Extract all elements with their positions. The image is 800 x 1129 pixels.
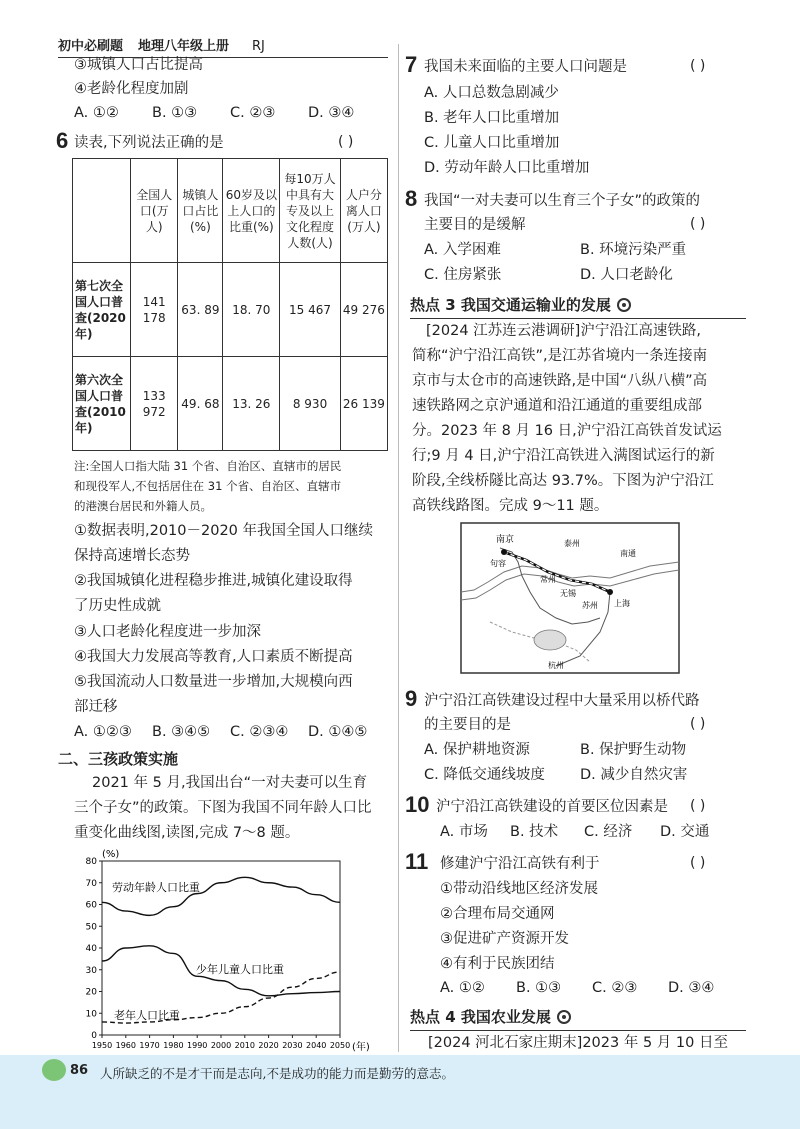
map-label: 南通 (620, 549, 636, 558)
q7-answer-bracket[interactable]: ( ) (690, 58, 706, 74)
x-tick-label: 1960 (115, 1041, 136, 1050)
header-subject: 地理八年级上册 (138, 39, 230, 54)
railway-map (460, 522, 680, 674)
hot3-text: 分。2023 年 8 月 16 日,沪宁沿江高铁首发试运 (412, 423, 722, 439)
q6-stmt: ②我国城镇化进程稳步推进,城镇化建设取得 (74, 573, 353, 589)
hot3-text: 京市与太仓市的高速铁路,是中国“八纵八横”高 (412, 373, 708, 389)
q11-option-c[interactable]: C. ②③ (592, 980, 638, 996)
q6-choice-b[interactable]: B. ③④⑤ (152, 724, 211, 740)
map-label: 泰州 (564, 539, 580, 548)
q11-option-a[interactable]: A. ①② (440, 980, 485, 996)
q10-option-d[interactable]: D. 交通 (660, 824, 710, 840)
y-tick-label: 0 (91, 1031, 97, 1041)
q6-stmt: ④我国大力发展高等教育,人口素质不断提高 (74, 649, 353, 665)
chart-lines (102, 877, 340, 1023)
q11-option-b[interactable]: B. ①③ (516, 980, 562, 996)
x-tick-label: 2040 (306, 1041, 327, 1050)
y-tick-label: 60 (85, 900, 97, 911)
table-note-2: 和现役军人,不包括居住在 31 个省、自治区、直辖市 (74, 479, 342, 493)
q9-stem-1: 沪宁沿江高铁建设过程中大量采用以桥代路 (424, 693, 700, 709)
x-tick-label: 1980 (163, 1041, 184, 1050)
q10-option-a[interactable]: A. 市场 (440, 824, 488, 840)
header-book: 初中必刷题 (58, 39, 124, 54)
table-cell: 63. 89 (178, 263, 223, 357)
q7-option-b[interactable]: B. 老年人口比重增加 (424, 110, 560, 126)
q5-choice-d[interactable]: D. ③④ (308, 105, 355, 121)
y-tick-label: 30 (85, 965, 97, 976)
map-label: 上海 (614, 599, 630, 608)
x-tick-label: 1950 (91, 1041, 113, 1050)
q10-stem: 沪宁沿江高铁建设的首要区位因素是 (436, 799, 668, 815)
q6-answer-bracket[interactable]: ( ) (338, 134, 354, 150)
population-ratio-chart (60, 845, 390, 1055)
table-cell: 26 139 (340, 357, 387, 451)
q11-stmt: ②合理布局交通网 (440, 906, 555, 922)
y-tick-label: 10 (85, 1009, 97, 1020)
q6-choice-d[interactable]: D. ①④⑤ (308, 724, 368, 740)
x-axis-label: (年) (352, 1042, 370, 1053)
section-intro: 重变化曲线图,读图,完成 7～8 题。 (74, 825, 300, 841)
hot3-text: [2024 江苏连云港调研]沪宁沿江高速铁路, (426, 323, 701, 339)
logo-icon (42, 1059, 66, 1081)
table-cell: 15 467 (280, 263, 341, 357)
q10-option-b[interactable]: B. 技术 (510, 824, 559, 840)
series-label-working-age: 劳动年龄人口比重 (112, 881, 200, 894)
table-cell: 49 276 (340, 263, 387, 357)
section-intro: 2021 年 5 月,我国出台“一对夫妻可以生育 (92, 775, 368, 791)
q6-stmt: ①数据表明,2010－2020 年我国全国人口继续 (74, 523, 374, 539)
q6-stem: 读表,下列说法正确的是 (74, 135, 224, 151)
table-cell: 13. 26 (223, 357, 280, 451)
q5-option-3: ③城镇人口占比提高 (74, 57, 203, 73)
q6-choice-c[interactable]: C. ②③④ (230, 724, 289, 740)
map-label: 杭州 (548, 661, 564, 670)
q8-number: 8 (405, 186, 418, 211)
q9-number: 9 (405, 686, 418, 711)
table-row (73, 263, 388, 357)
q6-stmt: ⑤我国流动人口数量进一步增加,大规模向西 (74, 674, 353, 690)
row-label: 第七次全国人口普查(2020年) (73, 263, 131, 357)
x-tick-label: 2050 (329, 1041, 351, 1050)
x-tick-label: 1970 (139, 1041, 160, 1050)
hotspot-4-title (410, 1006, 571, 1027)
hot3-text: 行;9 月 4 日,沪宁沿江高铁进入满图试运行的新 (412, 448, 715, 464)
q5-option-4: ④老龄化程度加剧 (74, 81, 189, 97)
table-cell: 49. 68 (178, 357, 223, 451)
target-icon (557, 1010, 571, 1024)
table-header: 全国人口(万人) (131, 159, 178, 263)
map-label: 无锡 (560, 589, 576, 598)
q10-number: 10 (405, 792, 430, 817)
q5-choice-c[interactable]: C. ②③ (230, 105, 276, 121)
q9-option-d[interactable]: D. 减少自然灾害 (580, 767, 688, 783)
table-note-3: 的港澳台居民和外籍人员。 (74, 499, 212, 513)
table-cell: 18. 70 (223, 263, 280, 357)
header-edition: RJ (252, 39, 265, 54)
table-header: 人户分离人口(万人) (340, 159, 387, 263)
q11-stmt: ④有利于民族团结 (440, 956, 555, 972)
column-divider (398, 44, 399, 1052)
table-cell: 133 972 (131, 357, 178, 451)
q7-number: 7 (405, 52, 418, 77)
footer-band (0, 1055, 800, 1129)
q6-stmt: ③人口老龄化程度进一步加深 (74, 624, 261, 640)
q5-choice-b[interactable]: B. ①③ (152, 105, 198, 121)
q8-option-d[interactable]: D. 人口老龄化 (580, 267, 673, 283)
x-tick-label: 2000 (210, 1041, 232, 1050)
y-tick-label: 20 (85, 987, 97, 998)
x-tick-label: 2010 (234, 1041, 255, 1050)
x-tick-label: 2020 (258, 1041, 279, 1050)
y-tick-label: 50 (85, 922, 97, 933)
q10-option-c[interactable]: C. 经济 (584, 824, 633, 840)
map-label: 常州 (540, 575, 556, 584)
hot3-text: 速铁路网之京沪通道和沿江通道的重要组成部 (412, 398, 702, 414)
q6-stmt: 部迁移 (74, 699, 118, 715)
q6-choice-a[interactable]: A. ①②③ (74, 724, 132, 740)
x-tick-label: 2030 (282, 1041, 303, 1050)
section-intro: 三个子女”的政策。下图为我国不同年龄人口比 (74, 800, 372, 816)
q9-option-b[interactable]: B. 保护野生动物 (580, 742, 687, 758)
table-note-1: 注:全国人口指大陆 31 个省、自治区、直辖市的居民 (74, 459, 342, 473)
q8-option-a[interactable]: A. 入学困难 (424, 242, 501, 258)
hot3-text: 阶段,全线桥隧比高达 93.7%。下图为沪宁沿江 (412, 473, 714, 489)
q8-option-c[interactable]: C. 住房紧张 (424, 267, 502, 283)
q8-stem-2: 主要目的是缓解 (424, 217, 526, 233)
q7-option-c[interactable]: C. 儿童人口比重增加 (424, 135, 560, 151)
hot3-text: 简称“沪宁沿江高铁”,是江苏省境内一条连接南 (412, 348, 708, 364)
q11-stmt: ③促进矿产资源开发 (440, 931, 569, 947)
y-axis-label: (%) (102, 849, 120, 860)
page-number: 86 (70, 1063, 89, 1078)
y-tick-label: 70 (85, 878, 97, 889)
hot4-text: [2024 河北石家庄期末]2023 年 5 月 10 日至 (428, 1035, 728, 1051)
q8-answer-bracket[interactable]: ( ) (690, 216, 706, 232)
q9-option-a[interactable]: A. 保护耕地资源 (424, 742, 530, 758)
series-label-elderly: 老年人口比重 (114, 1009, 180, 1022)
q11-option-d[interactable]: D. ③④ (668, 980, 715, 996)
map-label: 苏州 (582, 601, 598, 610)
target-icon (617, 298, 631, 312)
q11-answer-bracket[interactable]: ( ) (690, 855, 706, 871)
q8-stem-1: 我国“一对夫妻可以生育三个子女”的政策的 (424, 193, 701, 209)
q6-number: 6 (56, 128, 69, 153)
q9-answer-bracket[interactable]: ( ) (690, 716, 706, 732)
table-corner (73, 159, 131, 263)
q11-stmt: ①带动沿线地区经济发展 (440, 881, 598, 897)
q7-option-a[interactable]: A. 人口总数急剧减少 (424, 85, 559, 101)
q9-option-c[interactable]: C. 降低交通线坡度 (424, 767, 545, 783)
hotspot-4-rule (410, 1030, 746, 1031)
hotspot-3-rule (410, 318, 746, 319)
footer-motto: 人所缺乏的不是才干而是志向,不是成功的能力而是勤劳的意志。 (100, 1066, 454, 1081)
map-label: 句容 (490, 559, 506, 568)
q11-stem: 修建沪宁沿江高铁有利于 (440, 856, 600, 872)
q10-answer-bracket[interactable]: ( ) (690, 798, 706, 814)
census-table (72, 158, 388, 451)
table-header: 城镇人口占比(%) (178, 159, 223, 263)
x-tick-label: 1990 (187, 1041, 208, 1050)
y-tick-label: 80 (85, 857, 97, 867)
q6-stmt: 了历史性成就 (74, 598, 161, 614)
hotspot-3-label: 热点 3 我国交通运输业的发展 (410, 296, 611, 314)
y-tick-label: 40 (85, 944, 97, 954)
q8-option-b[interactable]: B. 环境污染严重 (580, 242, 687, 258)
hot3-text: 高铁线路图。完成 9～11 题。 (412, 498, 609, 514)
hotspot-3-title (410, 294, 631, 315)
table-header: 每10万人中具有大专及以上文化程度人数(人) (280, 159, 341, 263)
map-label: 南京 (496, 535, 515, 545)
table-cell: 8 930 (280, 357, 341, 451)
hotspot-4-label: 热点 4 我国农业发展 (410, 1008, 551, 1026)
q7-stem: 我国未来面临的主要人口问题是 (424, 59, 627, 75)
q6-stmt: 保持高速增长态势 (74, 548, 190, 564)
table-cell: 141 178 (131, 263, 178, 357)
q11-number: 11 (405, 849, 429, 874)
q7-option-d[interactable]: D. 劳动年龄人口比重增加 (424, 160, 590, 176)
q9-stem-2: 的主要目的是 (424, 717, 511, 733)
table-header: 60岁及以上人口的比重(%) (223, 159, 280, 263)
row-label: 第六次全国人口普查(2010年) (73, 357, 131, 451)
series-label-children: 少年儿童人口比重 (196, 963, 284, 976)
table-row (73, 357, 388, 451)
q5-choice-a[interactable]: A. ①② (74, 105, 119, 121)
section-title: 二、三孩政策实施 (58, 750, 179, 768)
